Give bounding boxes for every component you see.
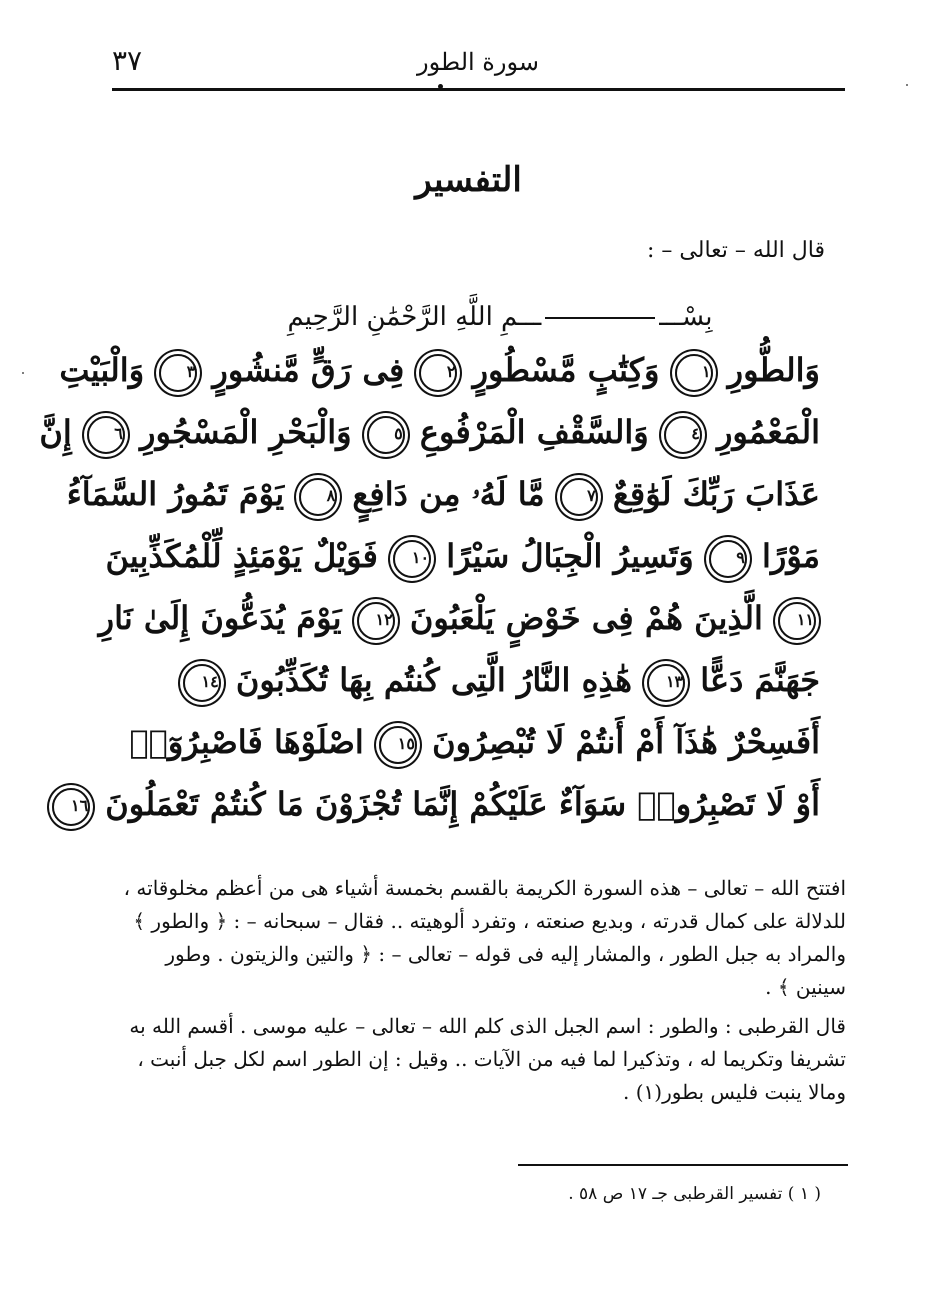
- ayah-number-marker: ٢: [419, 354, 457, 392]
- verse-text: الْمَعْمُورِ: [716, 413, 820, 451]
- verse-line: [105, 525, 820, 587]
- verse-line: [70, 773, 820, 835]
- verse-text: اصْلَوْهَا فَاصْبِرُوٓا۟: [129, 723, 364, 761]
- verse-text: هَٰذِهِ النَّارُ الَّتِى كُنتُم بِهَا تُكَذِّبُونَ: [235, 661, 632, 699]
- verse-text: يَوْمَ تَمُورُ السَّمَآءُ: [66, 475, 285, 513]
- commentary: [104, 872, 846, 1115]
- verse-text: أَوْ لَا تَصْبِرُوا۟ سَوَآءٌ عَلَيْكُمْ إِنَّمَا تُجْزَوْنَ مَا كُنتُمْ تَعْمَلُونَ: [105, 785, 820, 823]
- ayah-number-marker: ١١: [778, 602, 816, 640]
- basmala-stroke: [545, 317, 655, 319]
- verse-line: [66, 463, 820, 525]
- verse-text: أَفَسِحْرٌ هَٰذَآ أَمْ أَنتُمْ لَا تُبْصِرُونَ: [432, 723, 820, 761]
- commentary-line: ومالا ينبت فليس بطور(١) .: [623, 1080, 846, 1104]
- intro-line: قال الله – تعالى – :: [647, 238, 825, 263]
- ayah-number-marker: ٤: [664, 416, 702, 454]
- commentary-paragraph-1: [104, 872, 846, 1004]
- ayah-number-marker: ١٥: [379, 726, 417, 764]
- section-title: التفسير: [415, 160, 522, 200]
- verse-line: [59, 339, 820, 401]
- commentary-line: سينين ﴾ .: [765, 975, 846, 999]
- verse-text: فَوَيْلٌ يَوْمَئِذٍ لِّلْمُكَذِّبِينَ: [105, 537, 378, 575]
- footnote-rule: [518, 1164, 848, 1166]
- ayah-number-marker: ١٦: [52, 788, 90, 826]
- verse-line: [180, 649, 820, 711]
- verse-text: وَالْبَحْرِ الْمَسْجُورِ: [140, 413, 352, 451]
- verse-text: يَوْمَ يُدَعُّونَ إِلَىٰ نَارِ: [98, 599, 342, 637]
- ayah-number-marker: ١٠: [393, 540, 431, 578]
- ayah-number-marker: ١٤: [183, 664, 221, 702]
- verse-line: [129, 711, 820, 773]
- verse-text: مَّا لَهُۥ مِن دَافِعٍ: [352, 475, 545, 513]
- verse-text: عَذَابَ رَبِّكَ لَوَٰقِعٌ: [612, 475, 820, 513]
- verse-text: وَالطُّورِ: [727, 351, 820, 389]
- header-dot: [438, 84, 443, 89]
- page-number: ٣٧: [112, 44, 143, 77]
- ayah-number-marker: ١: [675, 354, 713, 392]
- ayah-number-marker: ٣: [159, 354, 197, 392]
- scan-speck: [906, 84, 908, 86]
- ayah-number-marker: ٧: [560, 478, 598, 516]
- quran-verses-block: [39, 295, 820, 835]
- verse-text: مَوْرًا: [761, 537, 820, 575]
- verse-text: وَالْبَيْتِ: [59, 351, 145, 389]
- scan-speck: [22, 372, 24, 374]
- page-header: [112, 40, 844, 90]
- ayah-number-marker: ٦: [87, 416, 125, 454]
- verse-text: وَالسَّقْفِ الْمَرْفُوعِ: [419, 413, 649, 451]
- verse-line: [98, 587, 820, 649]
- footnote: ( ١ ) تفسير القرطبى جـ ١٧ ص ٥٨ .: [568, 1184, 821, 1204]
- ayah-number-marker: ١٣: [647, 664, 685, 702]
- basmala-part-1: بِسْـــ: [659, 302, 713, 332]
- commentary-paragraph-2: [104, 1010, 846, 1109]
- commentary-line: للدلالة على كمال قدرته ، وبديع صنعته ، وتفرد ألوهيته .. فقال – سبحانه – : ﴿ والطور ﴾: [133, 909, 846, 933]
- ayah-number-marker: ١٢: [357, 602, 395, 640]
- verse-text: جَهَنَّمَ دَعًّا: [700, 661, 820, 699]
- commentary-line: تشريفا وتكريما له ، وتذكيرا لما فيه من الآيات .. وقيل : إن الطور اسم لكل جبل أنبت ،: [137, 1047, 846, 1071]
- ayah-number-marker: ٥: [367, 416, 405, 454]
- verse-text: الَّذِينَ هُمْ فِى خَوْضٍ يَلْعَبُونَ: [409, 599, 763, 637]
- ayah-number-marker: ٩: [709, 540, 747, 578]
- verse-text: إِنَّ: [39, 413, 72, 451]
- commentary-line: قال القرطبى : والطور : اسم الجبل الذى كلم الله – تعالى – عليه موسى . أقسم الله به: [129, 1014, 846, 1038]
- header-rule: [112, 88, 845, 91]
- verse-text: وَتَسِيرُ الْجِبَالُ سَيْرًا: [446, 537, 694, 575]
- commentary-line: افتتح الله – تعالى – هذه السورة الكريمة بالقسم بخمسة أشياء هى من أعظم مخلوقاته ،: [123, 876, 846, 900]
- verse-line: [39, 401, 820, 463]
- verse-lines: [39, 339, 820, 835]
- running-title: سورة الطور: [417, 48, 539, 76]
- verse-text: فِى رَقٍّ مَّنشُورٍ: [212, 351, 405, 389]
- basmala-part-2: ـــمِ اللَّهِ الرَّحْمَٰنِ الرَّحِيمِ: [287, 302, 542, 332]
- ayah-number-marker: ٨: [299, 478, 337, 516]
- verse-text: وَكِتَٰبٍ مَّسْطُورٍ: [472, 351, 660, 389]
- basmala: [180, 295, 820, 339]
- commentary-line: والمراد به جبل الطور ، والمشار إليه فى قوله – تعالى – : ﴿ والتين والزيتون . وطور: [165, 942, 846, 966]
